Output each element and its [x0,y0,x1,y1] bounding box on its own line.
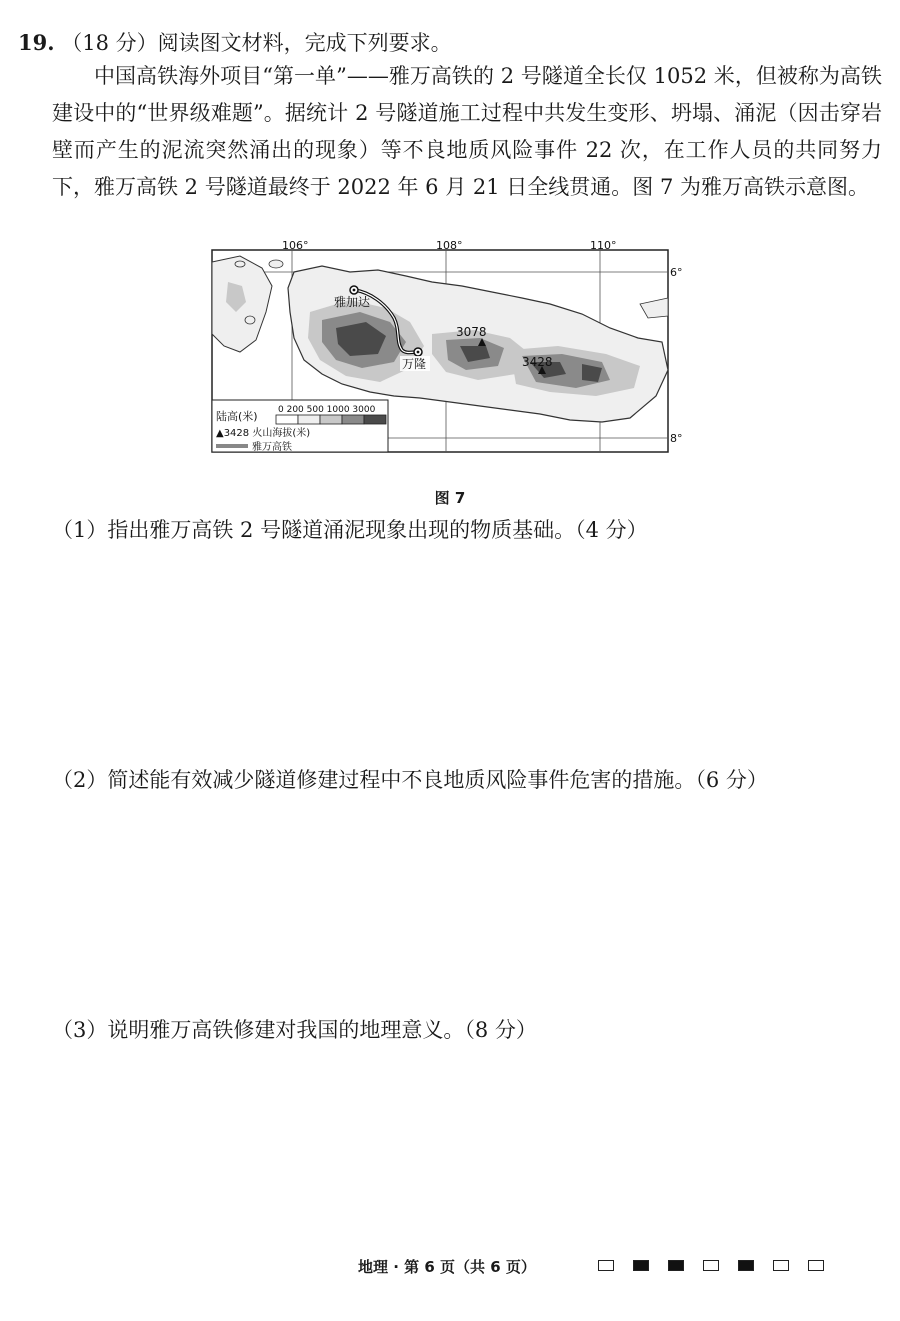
lat-label-6: 6° [670,266,683,279]
legend-swatch-500 [320,415,342,424]
legend-title: 陆高(米) [216,410,258,423]
subquestion-2: （2）简述能有效减少隧道修建过程中不良地质风险事件危害的措施。（6 分） [52,768,768,792]
map-figure [210,239,683,477]
subquestion-3: （3）说明雅万高铁修建对我国的地理意义。（8 分） [52,1018,537,1042]
material-paragraph: 中国高铁海外项目“第一单”——雅万高铁的 2 号隧道全长仅 1052 米，但被称为高铁建设中的“世界级难题”。据统计 2 号隧道施工过程中共发生变形、坍塌、涌泥（因击穿岩壁而产生的泥流突然涌出的现象）等不良地质风险事件 22 次，在工作人员的共同努力下，雅万高铁 2 号隧道最终于 2022 年 6 月 21 日全线贯通。图 7 为雅万高铁示意图。 [52,64,882,199]
mark-box [773,1260,789,1271]
mark-box [633,1260,649,1271]
bandung-marker-dot [417,351,420,354]
lon-label-106: 106° [282,239,309,252]
answer-card-marks [598,1260,824,1271]
mark-box [808,1260,824,1271]
page-footer [0,1252,900,1282]
mark-box [668,1260,684,1271]
legend-swatch-1000 [342,415,364,424]
figure-caption: 图 7 [434,489,466,507]
island [245,316,255,324]
subquestion-1: （1）指出雅万高铁 2 号隧道涌泥现象出现的物质基础。（4 分） [52,518,648,542]
question-title: （18 分）阅读图文材料，完成下列要求。 [61,31,452,55]
mark-box [703,1260,719,1271]
mark-box [598,1260,614,1271]
mark-box [738,1260,754,1271]
footer-page-label: 地理 · 第 6 页（共 6 页） [358,1258,536,1276]
legend-swatch-200 [298,415,320,424]
legend-swatch-0 [276,415,298,424]
lon-label-110: 110° [590,239,617,252]
jakarta-label: 雅加达 [334,295,371,309]
question-number: 19. [18,30,55,55]
volcano-3428-label: 3428 [522,355,553,369]
volcano-3078-label: 3078 [456,325,487,339]
bandung-label: 万隆 [402,357,427,371]
legend-swatch-3000 [364,415,386,424]
question-header [18,26,878,60]
lat-label-8: 8° [670,432,683,445]
lon-label-108: 108° [436,239,463,252]
legend-scale-ticks: 0 200 500 1000 3000 [278,405,376,415]
java-map [210,239,683,477]
legend-volcano: ▲3428 火山海拔(米) [216,428,311,439]
legend-railway: 雅万高铁 [252,442,292,453]
jakarta-marker-dot [353,289,356,292]
island [269,260,283,268]
island [235,261,245,267]
